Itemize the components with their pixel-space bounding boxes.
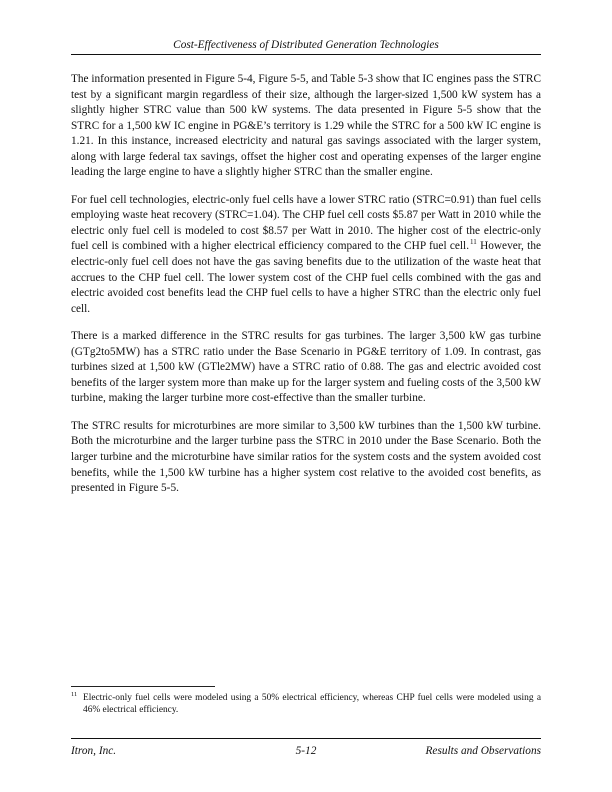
- paragraph-fuel-cells-text-1: For fuel cell technologies, electric-only fuel cells have a lower STRC ratio (STRC=0.91) than fuel cells employing waste heat recovery (STRC=1.04). The CHP fuel cell costs $5.87 per Watt in 2010 while the electric only fuel cell is modeled to cost $8.57 per Watt in 2010. The higher cost of the electric-only fuel cell is combined with a higher electrical efficiency compared to the CHP fuel cell.: [71, 193, 541, 253]
- footnote-rule: [71, 686, 215, 687]
- footnote-mark: 11: [71, 691, 78, 698]
- footnote-text: Electric-only fuel cells were modeled using a 50% electrical efficiency, whereas CHP fuel cells were modeled using a 46% electrical efficiency.: [83, 693, 541, 715]
- paragraph-microturbines: The STRC results for microturbines are more similar to 3,500 kW turbines than the 1,500 kW turbine. Both the microturbine and the larger turbine pass the STRC in 2010 under the Base Scenario. Both the larger turbine and the microturbine have similar ratios for the system costs and the system avoided cost benefits, while the 1,500 kW turbine has a higher system cost relative to the avoided cost benefits, as presented in Figure 5-5.: [71, 419, 541, 495]
- running-footer: [71, 744, 541, 758]
- body-text: [71, 72, 541, 509]
- paragraph-ic-engines: The information presented in Figure 5-4, Figure 5-5, and Table 5-3 show that IC engines pass the STRC test by a significant margin regardless of their size, although the larger-sized 1,500 kW system has a slightly higher STRC value than 500 kW systems. The data presented in Figure 5-5 show that the STRC for a 1,500 kW IC engine in PG&E’s territory is 1.29 while the STRC for a 500 kW IC engine is 1.21. In this instance, increased electricity and natural gas savings associated with the larger system, along with large federal tax savings, offset the higher cost and operating expenses of the larger engine leading the large engine to have a slightly higher STRC than the smaller engine.: [71, 73, 541, 179]
- paragraph-gas-turbines: There is a marked difference in the STRC results for gas turbines. The larger 3,500 kW gas turbine (GTg2to5MW) has a STRC ratio under the Base Scenario in PG&E territory of 1.09. In contrast, gas turbines sized at 1,500 kW (GTle2MW) have a STRC ratio of 0.88. The gas and electric avoided cost benefits of the larger system more than make up for the larger system and fueling costs of the 3,500 kW turbine, making the larger turbine more cost-effective than the smaller turbine.: [71, 330, 541, 405]
- page-number: 5-12: [295, 745, 317, 757]
- footnote-reference[interactable]: 11: [470, 238, 477, 247]
- running-header: Cost-Effectiveness of Distributed Generation Technologies: [173, 39, 439, 51]
- footer-section-title: Results and Observations: [425, 745, 542, 757]
- footer-organization: Itron, Inc.: [71, 745, 117, 757]
- footer-rule: [71, 738, 541, 739]
- footnote: [71, 692, 541, 716]
- paragraph-fuel-cells: [71, 193, 541, 317]
- paragraph-fuel-cells-text-2: However, the electric-only fuel cell does not have the gas saving benefits due to the utilization of the waste heat that accrues to the CHP fuel cell. The lower system cost of the CHP fuel cells combined with the gas and electric avoided cost benefits lead the CHP fuel cells to have a higher STRC than the electric only fuel cell.: [71, 240, 541, 315]
- header-rule: [71, 54, 541, 55]
